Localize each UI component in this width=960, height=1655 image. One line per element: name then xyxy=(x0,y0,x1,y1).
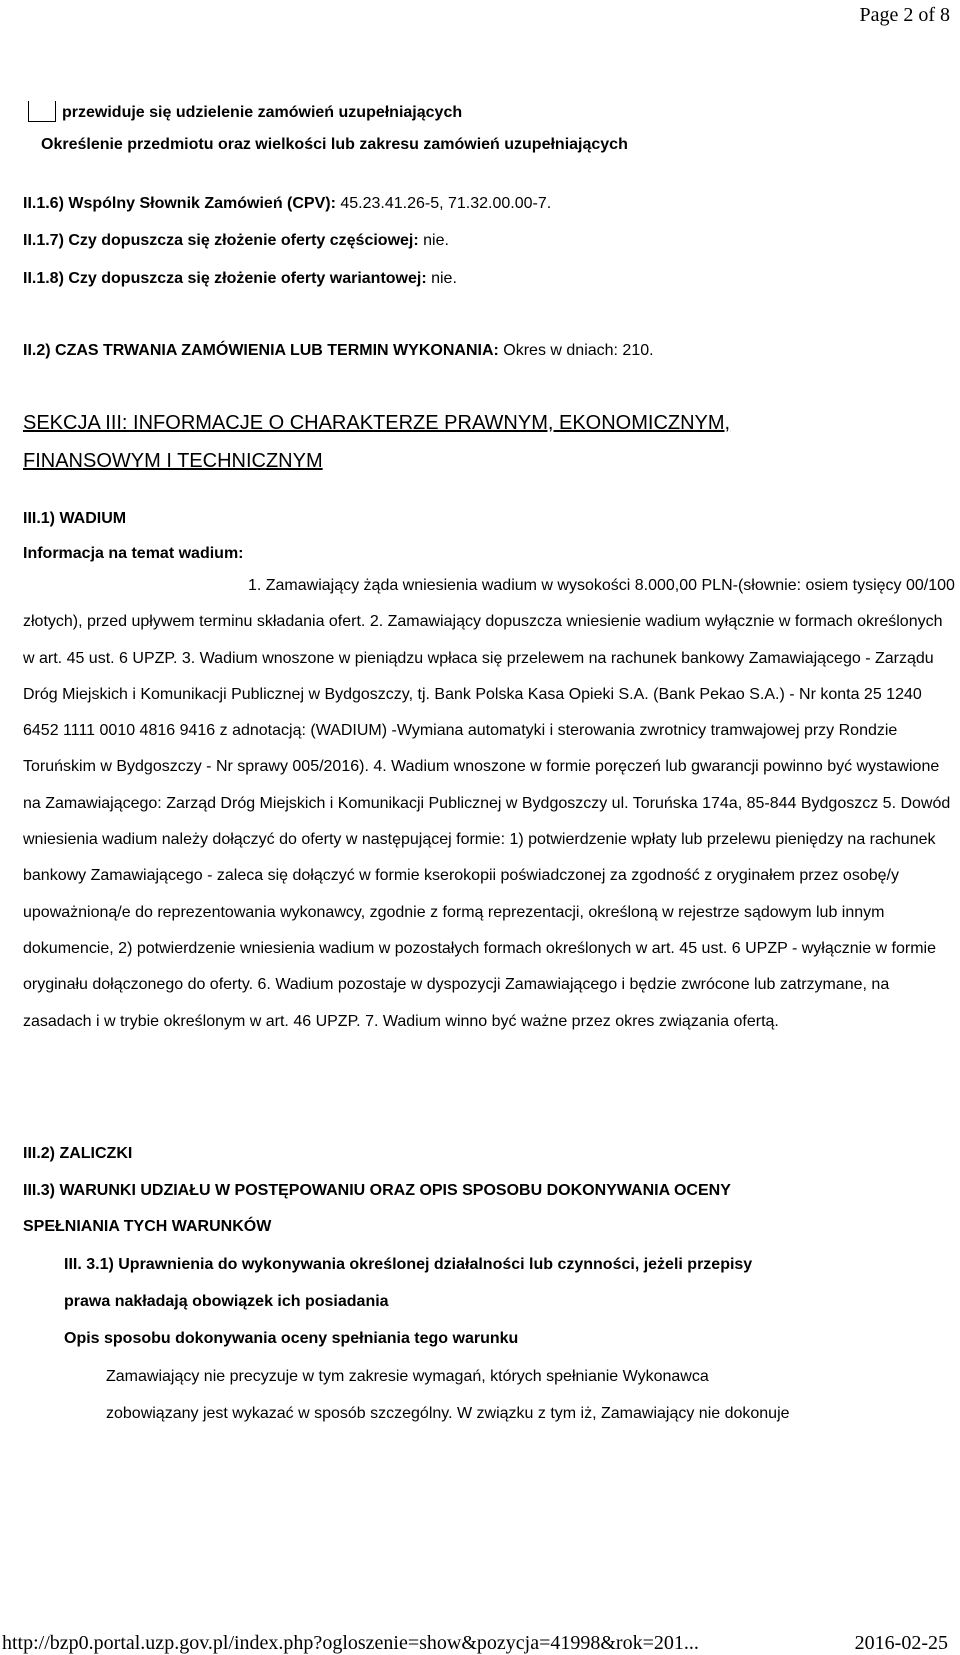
warunki-heading-line-2: SPEŁNIANIA TYCH WARUNKÓW xyxy=(23,1218,272,1235)
footer-url[interactable]: http://bzp0.portal.uzp.gov.pl/index.php?ogloszenie=show&pozycja=41998&rok=201... xyxy=(2,1632,699,1654)
cpv-value: 45.23.41.26-5, 71.32.00.00-7. xyxy=(335,195,552,212)
partial-offer-label: II.1.7) Czy dopuszcza się złożenie oferty częściowej: xyxy=(23,232,419,249)
supplementary-orders-checkbox-row xyxy=(28,101,462,122)
partial-offer-value: nie. xyxy=(418,232,449,249)
partial-offer-line xyxy=(23,232,449,250)
cpv-line xyxy=(23,195,551,213)
uprawnienia-heading-line-2: prawa nakładają obowiązek ich posiadania xyxy=(64,1293,389,1310)
wadium-label: Informacja na temat wadium: xyxy=(23,545,244,562)
variant-offer-label: II.1.8) Czy dopuszcza się złożenie oferty wariantowej: xyxy=(23,270,427,287)
variant-offer-value: nie. xyxy=(426,270,457,287)
duration-line xyxy=(23,342,654,360)
section-3-title-line-1: SEKCJA III: INFORMACJE O CHARAKTERZE PRAWNYM, EKONOMICZNYM, xyxy=(23,412,731,434)
zaliczki-heading: III.2) ZALICZKI xyxy=(23,1145,133,1162)
footer-date: 2016-02-25 xyxy=(854,1632,948,1654)
opis-text-line-2: zobowiązany jest wykazać w sposób szczególny. W związku z tym iż, Zamawiający nie dokonuje xyxy=(106,1405,790,1422)
wadium-paragraph xyxy=(23,568,958,1040)
checkbox-label: przewiduje się udzielenie zamówień uzupełniających xyxy=(62,104,463,121)
uprawnienia-heading-line-1: III. 3.1) Uprawnienia do wykonywania określonej działalności lub czynności, jeżeli przepisy xyxy=(64,1256,753,1273)
opis-text-line-1: Zamawiający nie precyzuje w tym zakresie wymagań, których spełnianie Wykonawca xyxy=(106,1368,709,1385)
page-number: Page 2 of 8 xyxy=(859,4,950,26)
variant-offer-line xyxy=(23,270,457,288)
duration-label: II.2) CZAS TRWANIA ZAMÓWIENIA LUB TERMIN WYKONANIA: xyxy=(23,342,499,359)
duration-value: Okres w dniach: 210. xyxy=(498,342,654,359)
cpv-label: II.1.6) Wspólny Słownik Zamówień (CPV): xyxy=(23,195,336,212)
wadium-heading: III.1) WADIUM xyxy=(23,510,127,527)
warunki-heading-line-1: III.3) WARUNKI UDZIAŁU W POSTĘPOWANIU ORAZ OPIS SPOSOBU DOKONYWANIA OCENY xyxy=(23,1182,731,1199)
checkbox[interactable] xyxy=(28,101,56,122)
wadium-text: 1. Zamawiający żąda wniesienia wadium w wysokości 8.000,00 PLN-(słownie: osiem tysięcy 00/100 złotych), przed upływem terminu składania ofert. 2. Zamawiający dopuszcza wniesienie wadium wyłącznie w formach określonych w art. 45 ust. 6 UPZP. 3. Wadium wnoszone w pieniądzu wpłaca się przelewem na rachunek bankowy Zamawiającego - Zarządu Dróg Miejskich i Komunikacji Publicznej w Bydgoszczy, tj. Bank Polska Kasa Opieki S.A. (Bank Pekao S.A.) - Nr konta 25 1240 6452 1111 0010 4816 9416 z adnotacją: (WADIUM) -Wymiana automatyki i sterowania zwrotnicy tramwajowej przy Rondzie Toruńskim w Bydgoszczy - Nr sprawy 005/2016). 4. Wadium wnoszone w formie poręczeń lub gwarancji powinno być wystawione na Zamawiającego: Zarząd Dróg Miejskich i Komunikacji Publicznej w Bydgoszczy ul. Toruńska 174a, 85-844 Bydgoszcz 5. Dowód wniesienia wadium należy dołączyć do oferty w następującej formie: 1) potwierdzenie wpłaty lub przelewu pieniędzy na rachunek bankowy Zamawiającego - zaleca się dołączyć w formie kserokopii poświadczonej za zgodność z oryginałem przez osobę/y upoważnioną/e do reprezentowania wykonawcy, zgodnie z formą reprezentacji, określoną w rejestrze sądowym lub innym dokumencie, 2) potwierdzenie wniesienia wadium w pozostałych formach określonych w art. 45 ust. 6 UPZP - wyłącznie w formie oryginału dołączonego do oferty. 6. Wadium pozostaje w dyspozycji Zamawiającego i będzie zwrócone lub zatrzymane, na zasadach i w trybie określonym w art. 46 UPZP. 7. Wadium winno być ważne przez okres związania ofertą. xyxy=(23,577,955,1030)
section-3-title-line-2: FINANSOWYM I TECHNICZNYM xyxy=(23,450,323,472)
supplementary-orders-scope-label: Określenie przedmiotu oraz wielkości lub zakresu zamówień uzupełniających xyxy=(41,136,628,153)
opis-heading: Opis sposobu dokonywania oceny spełniania tego warunku xyxy=(64,1330,519,1347)
